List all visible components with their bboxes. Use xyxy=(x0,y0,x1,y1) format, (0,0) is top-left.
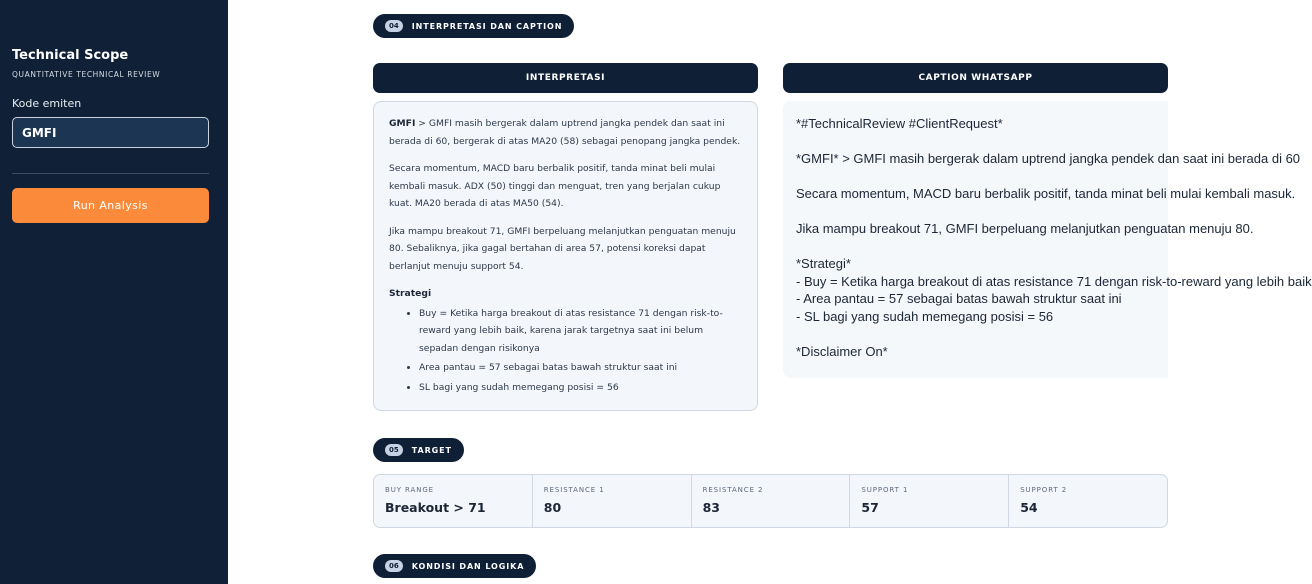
caption-line xyxy=(796,168,1168,186)
strategy-item: • SL bagi yang sudah memegang posisi = 56 xyxy=(419,379,743,397)
app-subtitle: QUANTITATIVE TECHNICAL REVIEW xyxy=(12,70,161,79)
target-label: RESISTANCE 1 xyxy=(543,486,605,494)
caption-line: *#TechnicalReview #ClientRequest* xyxy=(796,116,1003,131)
strategy-list xyxy=(419,305,743,397)
strategy-item: • Buy = Ketika harga breakout di atas resistance 71 dengan risk-to-reward yang lebih baik, karena jarak targetnya saat ini belum sepadan dengan risikonya xyxy=(419,305,743,358)
stock-code-input[interactable] xyxy=(12,117,209,148)
caption-line: *Strategi* xyxy=(796,256,851,271)
target-label: RESISTANCE 2 xyxy=(702,486,764,494)
section-number: 04 xyxy=(385,20,403,32)
caption-line: - Area pantau = 57 sebagai batas bawah struktur saat ini xyxy=(796,291,1122,306)
strategy-item: • Area pantau = 57 sebagai batas bawah struktur saat ini xyxy=(419,359,743,377)
caption-line: - SL bagi yang sudah memegang posisi = 56 xyxy=(796,308,1054,324)
target-cell-resistance-2 xyxy=(692,475,851,527)
target-label: BUY RANGE xyxy=(385,486,434,494)
interpretation-paragraph-2: Secara momentum, MACD baru berbalik positif, tanda minat beli mulai kembali masuk. ADX (50) tinggi dan menguat, tren yang berjalan cukup kuat. MA20 berada di atas MA50 (54). xyxy=(389,163,721,209)
caption-line: *GMFI* > GMFI masih bergerak dalam uptrend jangka pendek dan saat ini berada di 60 xyxy=(796,151,1301,166)
target-value: 83 xyxy=(702,500,720,515)
interpretation-paragraph-3: Jika mampu breakout 71, GMFI berpeluang melanjutkan penguatan menuju 80. Sebaliknya, jika gagal bertahan di area 57, potensi koreksi dapat berlanjut menuju support 54. xyxy=(389,225,736,272)
sidebar-divider xyxy=(12,173,209,174)
caption-line xyxy=(796,203,1168,221)
section-label: KONDISI DAN LOGIKA xyxy=(411,561,525,571)
caption-line xyxy=(796,133,1168,151)
interpretation-header: INTERPRETASI xyxy=(373,63,758,93)
run-analysis-button[interactable]: Run Analysis xyxy=(12,188,209,223)
target-value: 57 xyxy=(861,500,879,515)
caption-header: CAPTION WHATSAPP xyxy=(783,63,1168,93)
section-label: INTERPRETASI DAN CAPTION xyxy=(411,21,563,31)
caption-line xyxy=(796,238,1168,256)
target-value: Breakout > 71 xyxy=(385,500,486,515)
target-value: 80 xyxy=(543,500,562,515)
target-cell-support-1 xyxy=(850,475,1009,527)
section-label: TARGET xyxy=(411,445,452,455)
caption-line xyxy=(796,325,1168,343)
interpretation-card xyxy=(373,101,758,411)
target-cell-support-2 xyxy=(1009,475,1167,527)
caption-line: - Buy = Ketika harga breakout di atas resistance 71 dengan risk-to-reward yang lebih baik xyxy=(796,273,1312,289)
interpretation-text-1: > GMFI masih bergerak dalam uptrend jangka pendek dan saat ini berada di 60, bergerak di atas MA20 (58) sebagai penopang jangka pendek. xyxy=(389,118,741,147)
target-cell-buy-range xyxy=(374,475,533,527)
section-pill-conditions xyxy=(373,554,536,578)
section-pill-target xyxy=(373,438,464,462)
target-label: SUPPORT 2 xyxy=(1020,486,1068,494)
ticker-label: GMFI xyxy=(389,118,416,129)
section-number: 06 xyxy=(385,560,403,572)
caption-line: Jika mampu breakout 71, GMFI berpeluang melanjutkan penguatan menuju 80. xyxy=(796,221,1254,236)
caption-line: *Disclaimer On* xyxy=(796,343,888,359)
section-pill-interpretation xyxy=(373,14,574,38)
caption-line: Secara momentum, MACD baru berbalik positif, tanda minat beli mulai kembali masuk. xyxy=(796,186,1296,201)
target-table xyxy=(373,474,1168,528)
target-label: SUPPORT 1 xyxy=(861,486,909,494)
interpretation-paragraph-1 xyxy=(389,115,743,150)
strategy-title: Strategi xyxy=(389,288,432,299)
sidebar xyxy=(0,0,228,584)
target-value: 54 xyxy=(1020,500,1038,515)
stock-code-label: Kode emiten xyxy=(12,97,82,110)
target-cell-resistance-1 xyxy=(533,475,692,527)
app-title: Technical Scope xyxy=(12,48,129,63)
whatsapp-caption[interactable] xyxy=(783,101,1312,378)
section-number: 05 xyxy=(385,444,403,456)
